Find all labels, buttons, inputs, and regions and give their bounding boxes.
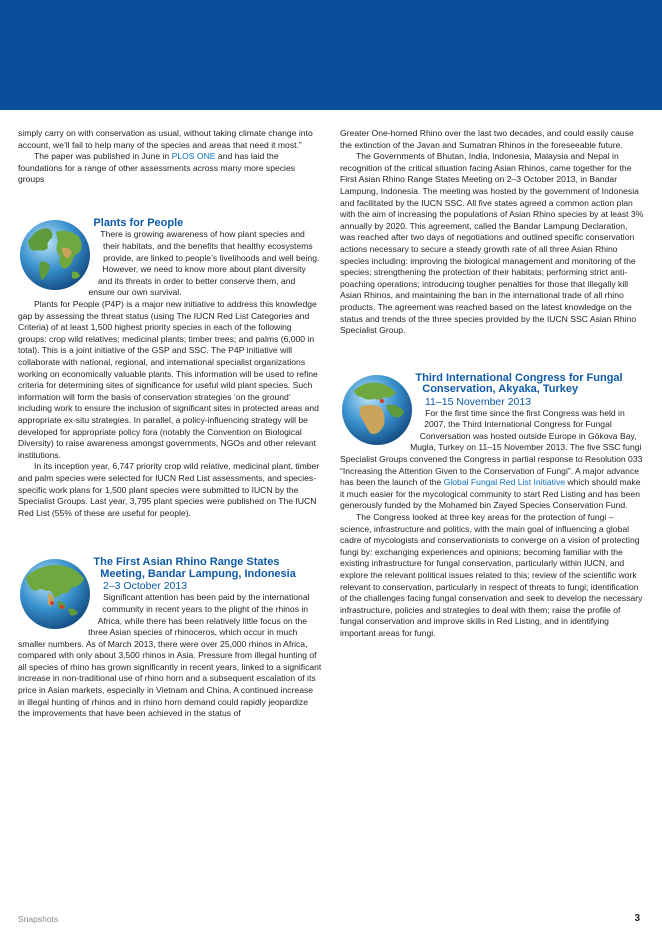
page-number: 3 [634, 913, 640, 924]
plants-for-people-title: Plants for People [93, 216, 184, 229]
asian-rhino-date: 2–3 October 2013 [103, 580, 188, 593]
header-banner [0, 0, 662, 110]
intro-paragraph: simply carry on with conservation as usual, without taking climate change into account, we’ll fail to help many of the species and areas that need it most.” [18, 128, 313, 150]
fungi-paragraph-2: The Congress looked at three key areas for the protection of fungi – science, infrastructure and politics, with the main goal of influencing a global cadre of mycologists and conservationists to converge on a vision of protecting fungi by: exchanging experiences and opinions; becoming familiar with the existing infrastructure for fungal conservation, particularly within IUCN, and explore the relevant political issues related to this; review of the scientific work relevant to conservation, particularly in respect of threats to fungi; identification of the challenges facing fungal conservation and seek to develop the necessary infrastructure, policies and strategies to deal with them; raise the profile of fungal conservation and improve skills in Red Listing, and in identifying important areas for fungi. [340, 512, 643, 638]
right-column [340, 128, 644, 640]
rhino-paragraph-2: The Governments of Bhutan, India, Indonesia, Malaysia and Nepal in recognition of the critical situation facing Asian Rhinos, came together for the First Asian Rhino Range States Meeting on 2–3 October 2013, in Bandar Lampung, Indonesia. The meeting was hosted by the government of Indonesia and facilitated by the IUCN SSC. All five states agreed a common action plan with the aim of increasing the populations of Asian Rhino species by at least 3% annually by 2020. This agreement, called the Bandar Lampung Declaration, was reached after two days of negotiations and outlined specific conservation actions necessary to secure a steady growth rate of all three Asian Rhino species including: improving the biological management and monitoring of the species; strengthening the protection of their habitats; performing strict anti-poaching operations; introducing tougher penalties for those that illegally kill Asian Rhinos, and maintaining the ban in the international trade of all rhino products. The agreement was reached based on the latest knowledge on the status and trends of the three species provided by the IUCN SSC Asian Rhino Specialist Group. [340, 151, 644, 336]
asian-rhino-section [18, 557, 322, 720]
plants-paragraph-1: There is growing awareness of how plant species and their habitats, and the benefits that healthy ecosystems provide, are linked to people’s livelihoods and well being. However, we need to know more about plant diversity and its threats in order to better conserve them, and ensure our own survival. [88, 229, 320, 298]
footer-section-label: Snapshots [18, 914, 59, 924]
globe-icon [340, 373, 414, 447]
asian-rhino-title: The First Asian Rhino Range States Meeting, Bandar Lampung, Indonesia [93, 556, 296, 580]
intro-paragraph-2: The paper was published in June in PLOS ONE and has laid the foundations for a range of other assessments across many more species groups [18, 151, 296, 185]
globe-icon [18, 557, 92, 631]
plos-one-link[interactable]: PLOS ONE [171, 151, 216, 162]
fungal-congress-date: 11–15 November 2013 [425, 395, 532, 408]
plants-paragraph-3: In its inception year, 6,747 priority crop wild relative, medicinal plant, timber and palm species were selected for IUCN Red List assessments, and species-specific work plans for 1,500 plant species were submitted to IUCN by the Specialist Groups. Last year, 3,795 plant species were published on The IUCN Red List (55% of these are useful for people). [18, 461, 320, 518]
globe-icon [18, 218, 92, 292]
fungi-paragraph-1: For the first time since the first Congress was held in 2007, the Third International Congress for Fungal Conversation was hosted outside Europe in Gökova Bay, Mugla, Turkey on 11–15 November 2013. The five SSC fungi Specialist Groups convened the Congress in partial response to Resolution 033 “Increasing the Attention Given to the Conservation of Fungi”. A major advance has been the launch of the Global Fungal Red List Initiative which should make it much easier for the mycological community to start Red Listing and has been generously funded by the Mohamed bin Zayed Species Conservation Fund. [340, 407, 643, 511]
rhino-paragraph-1: Significant attention has been paid by the international community in recent years to the plight of the rhinos in Africa, while there has been relatively little focus on the three Asian species of rhinoceros, which occur in much smaller numbers. As of March 2013, there were over 25,000 rhinos in Africa, compared with only about 3,500 rhinos in Asia. Pressure from illegal hunting of all species of rhino has grown significantly in recent years, linked to a significant increase in non-traditional use of rhino horn and a subsequent escalation of its price in Asian markets, especially in Vietnam and China. A continued increase in illegal hunting of rhinos and in rhino horn demand could rapidly jeopardize the improvements that have been achieved in the status of [18, 592, 322, 719]
plants-for-people-section [18, 218, 322, 519]
global-fungal-red-list-link[interactable]: Global Fungal Red List Initiative [443, 477, 566, 488]
fungal-congress-title: Third International Congress for Fungal Conservation, Akyaka, Turkey [415, 371, 623, 396]
left-column [18, 128, 322, 720]
plants-paragraph-2: Plants for People (P4P) is a major new initiative to address this knowledge gap by assessing the threat status (using The IUCN Red List Categories and Criteria) of at least 1,500 highest priority species in each of the following groups: crop wild relatives; medicinal plants; timber trees; and palms (6,000 in total). This is a joint initiative of the GSP and SSC. The P4P initiative will collaborate with national, regional, and international specialist organizations working on economically valuable plants. This information will be used to refine criteria for determining sites of significance for useful wild plant species. Such information will form the basis of conservation strategies ‘on the ground’ including work to ensure the inclusion of significant sites in protected areas and appropriate ex-situ strategies. In parallel, a policy-influencing strategy will be developed for appropriate policy fora (notably the Convention on Biological Diversity) to raise awareness amongst governments, NGOs and other relevant institutions. [18, 299, 319, 460]
fungal-congress-section [340, 373, 644, 640]
rhino-paragraph-1-continued: Greater One-horned Rhino over the last two decades, and could easily cause the extinction of the Javan and Sumatran Rhinos in the foreseeable future. [340, 128, 634, 150]
